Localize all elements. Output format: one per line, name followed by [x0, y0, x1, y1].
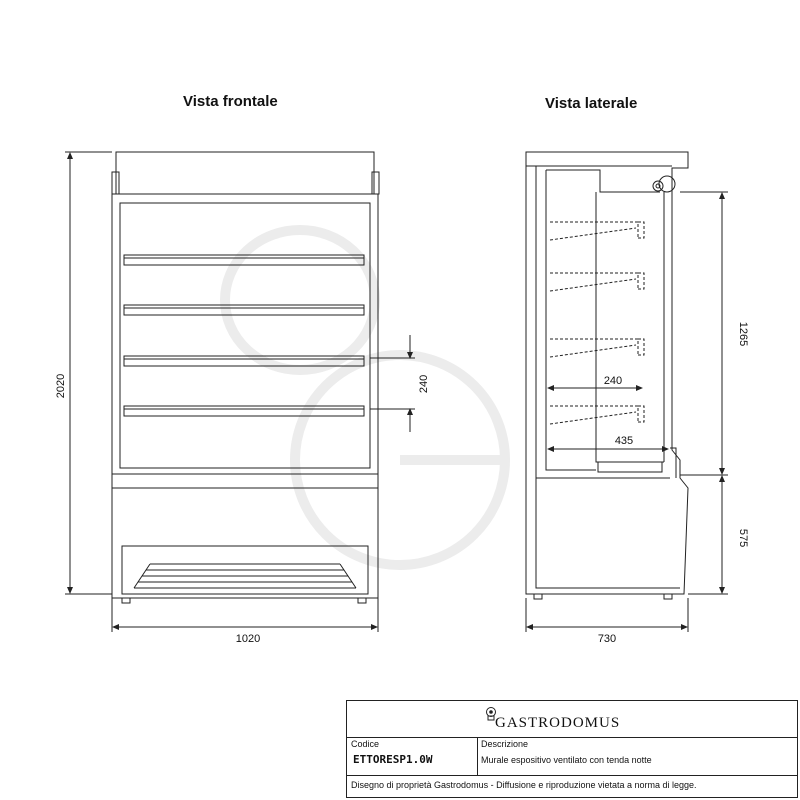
brand-name: GASTRODOMUS — [495, 715, 621, 731]
front-grille-slats — [134, 564, 356, 588]
dim-front-height: 2020 — [55, 373, 67, 399]
dim-front-width: 1020 — [235, 633, 261, 645]
front-view-title: Vista frontale — [183, 93, 278, 110]
brand-header — [347, 701, 797, 737]
dim-shelf-spacing: 240 — [418, 374, 430, 394]
side-shelves — [550, 222, 644, 424]
front-shelf — [124, 305, 364, 315]
front-canopy — [116, 152, 374, 194]
dim-side-width: 730 — [597, 633, 617, 645]
description-label: Descrizione — [481, 739, 529, 749]
front-foot — [358, 598, 366, 603]
side-view-title: Vista laterale — [545, 95, 638, 112]
front-base — [112, 474, 378, 598]
description-value: Murale espositivo ventilato con tenda notte — [481, 755, 652, 765]
front-display-opening — [120, 203, 370, 468]
side-view — [526, 152, 728, 632]
dim-base-depth: 435 — [614, 435, 634, 447]
front-foot — [122, 598, 130, 603]
dim-side-lower-height: 575 — [737, 528, 749, 548]
front-right-post — [372, 172, 379, 194]
dim-shelf-depth: 240 — [603, 375, 623, 387]
dim-side-upper-height: 1265 — [737, 321, 749, 347]
code-value: ETTORESP1.0W — [353, 753, 433, 766]
watermark-logo — [225, 230, 505, 565]
front-shelf — [124, 406, 364, 416]
code-label: Codice — [351, 739, 380, 749]
title-block — [346, 700, 798, 798]
footer-note: Disegno di proprietà Gastrodomus - Diffusione e riproduzione vietata a norma di legge. — [351, 780, 697, 790]
